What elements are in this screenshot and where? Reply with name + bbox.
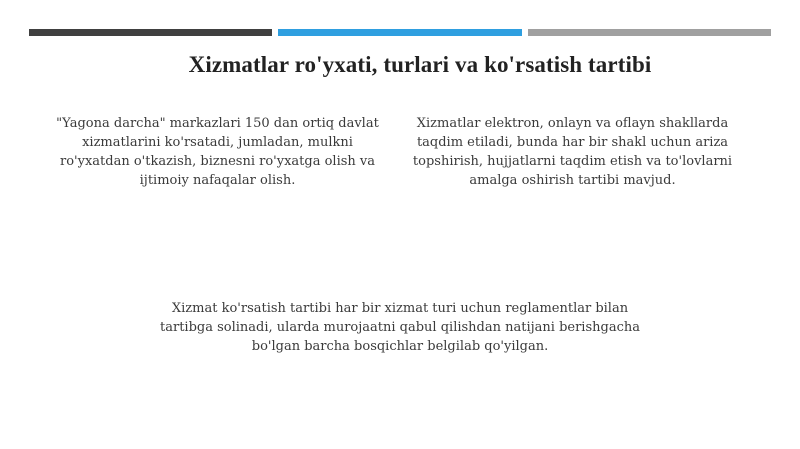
left-paragraph: "Yagona darcha" markazlari 150 dan ortiq davlat xizmatlarini ko'rsatadi, jumladan, mulkni ro'yxatdan o'tkazish, biznesni ro'yxatga olish va ijtimoiy nafaqalar olish. bbox=[56, 116, 379, 188]
bottom-paragraph: Xizmat ko'rsatish tartibi har bir xizmat turi uchun reglamentlar bilan tartibga solinadi, ularda murojaatni qabul qilishdan natijani berishgacha bo'lgan barcha bosqichlar belgilab qo'yilgan. bbox=[160, 301, 640, 354]
top-accent-bar-dark bbox=[29, 29, 272, 36]
slide-title: Xizmatlar ro'yxati, turlari va ko'rsatish tartibi bbox=[188, 52, 652, 77]
top-accent-bar-gray bbox=[528, 29, 771, 36]
top-accent-bar-blue bbox=[278, 29, 522, 36]
right-paragraph: Xizmatlar elektron, onlayn va oflayn shakllarda taqdim etiladi, bunda har bir shakl uchun ariza topshirish, hujjatlarni taqdim etish va to'lovlarni amalga oshirish tartibi mavjud. bbox=[412, 116, 733, 188]
